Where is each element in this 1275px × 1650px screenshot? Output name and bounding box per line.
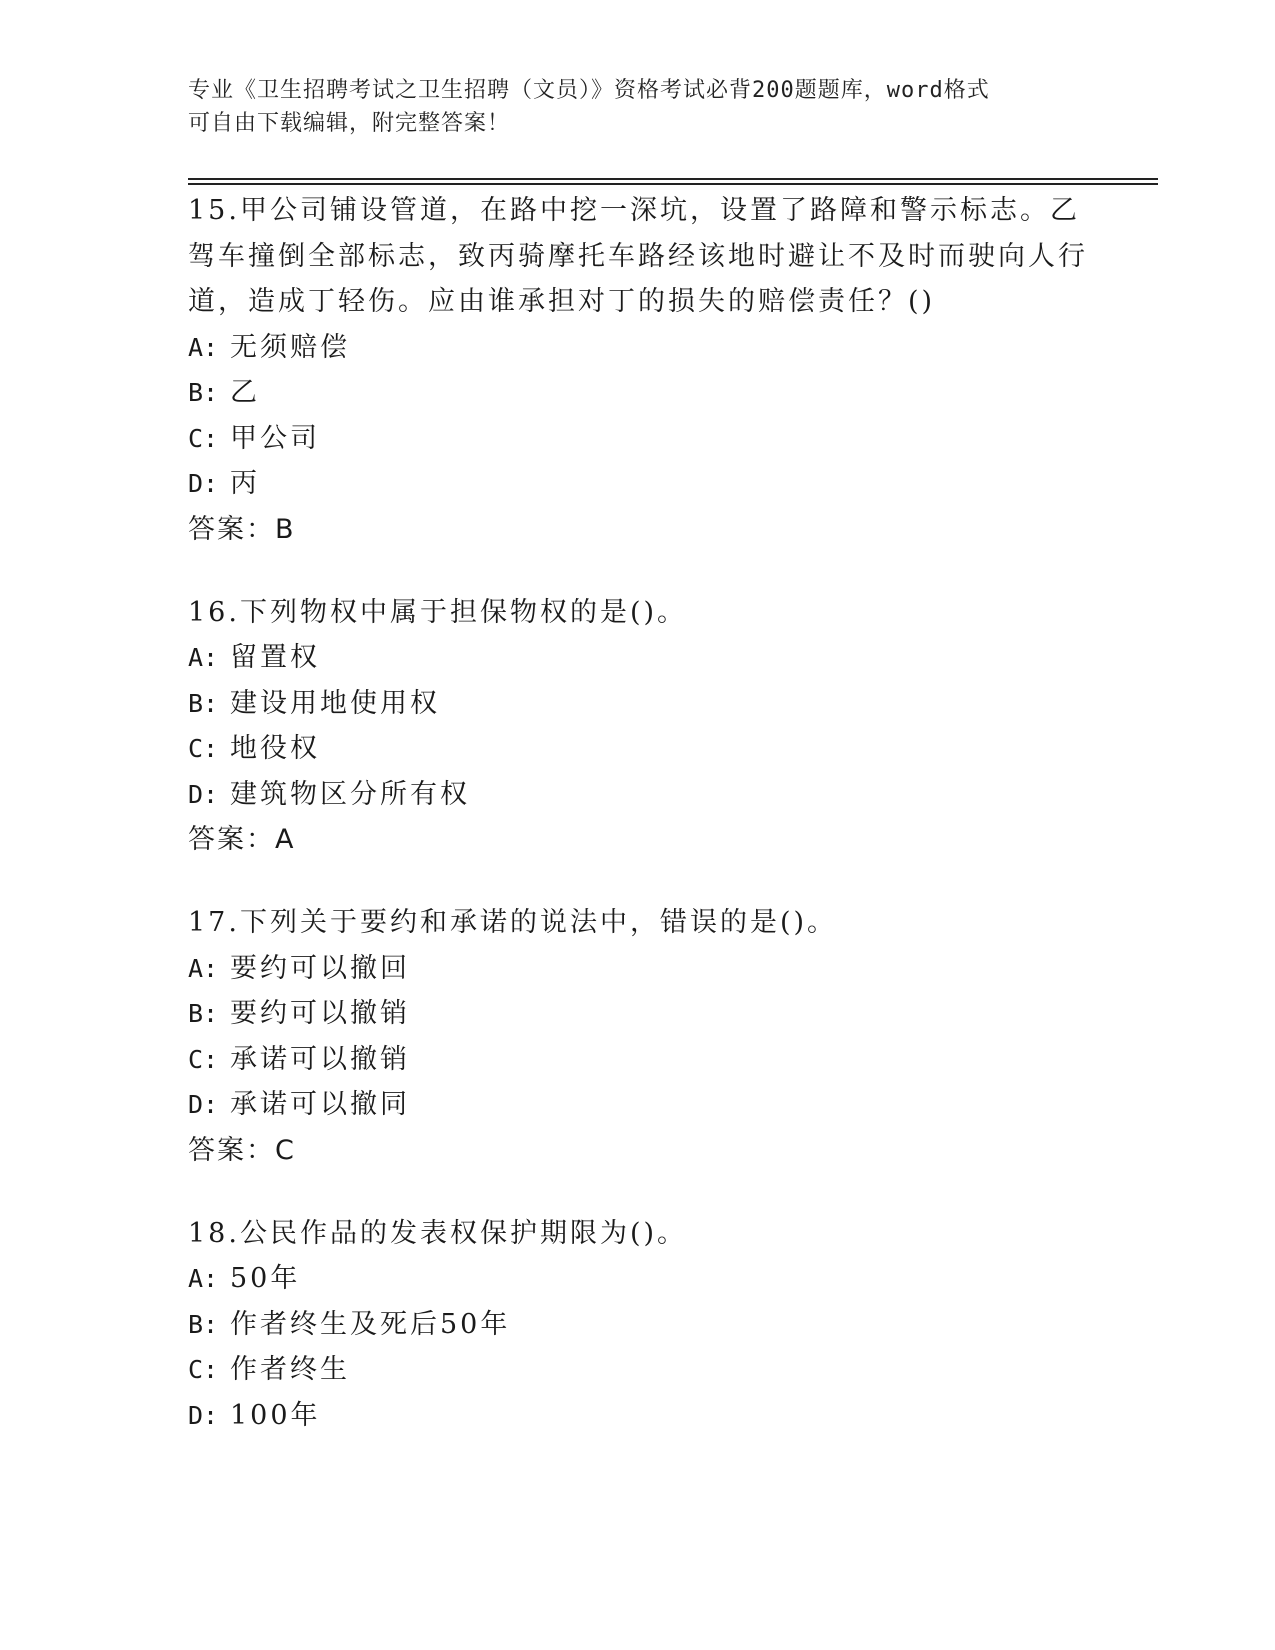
option-a (188, 946, 1088, 992)
option-a (188, 325, 1088, 371)
option-text: 承诺可以撤销 (230, 1043, 410, 1075)
option-text: 无须赔偿 (230, 331, 350, 363)
option-letter: A: (188, 1264, 219, 1293)
question-18 (188, 1211, 1088, 1439)
option-letter: D: (188, 1090, 219, 1119)
question-text: 15.甲公司铺设管道，在路中挖一深坑，设置了路障和警示标志。乙驾车撞倒全部标志，致丙骑摩托车路经该地时避让不及时而驶向人行道，造成丁轻伤。应由谁承担对丁的损失的赔偿责任？() (188, 195, 1088, 317)
option-letter: B: (188, 1309, 219, 1339)
question-15 (188, 188, 1088, 553)
question-text: 16.下列物权中属于担保物权的是()。 (188, 596, 688, 628)
option-d (188, 1082, 1088, 1128)
option-d (188, 461, 1088, 507)
option-letter: C: (188, 423, 219, 453)
option-text: 丙 (230, 468, 260, 499)
option-text: 50年 (230, 1263, 301, 1294)
option-b (188, 681, 1088, 727)
question-17 (188, 900, 1088, 1174)
option-letter: A: (188, 643, 219, 672)
option-text: 要约可以撤回 (230, 952, 410, 984)
option-text: 甲公司 (230, 422, 320, 454)
option-a (188, 1256, 1088, 1302)
question-text: 17.下列关于要约和承诺的说法中，错误的是()。 (188, 907, 838, 938)
option-letter: B: (188, 999, 219, 1028)
option-letter: B: (188, 688, 219, 718)
option-letter: D: (188, 469, 219, 498)
option-letter: D: (188, 1400, 219, 1430)
option-letter: C: (188, 1355, 219, 1384)
option-text: 建筑物区分所有权 (230, 778, 470, 810)
option-text: 建设用地使用权 (230, 687, 440, 719)
option-letter: C: (188, 1044, 219, 1074)
answer-label: 答案：C (188, 1134, 296, 1166)
option-d (188, 1393, 1088, 1439)
header-line-2: 可自由下载编辑，附完整答案！ (188, 111, 511, 136)
document-header (188, 74, 1068, 140)
option-b (188, 370, 1088, 416)
option-b (188, 991, 1088, 1037)
option-letter: A: (188, 953, 219, 983)
option-text: 乙 (230, 377, 260, 408)
answer-label: 答案：A (188, 824, 296, 855)
header-divider-top (188, 178, 1158, 180)
option-d (188, 772, 1088, 818)
option-letter: B: (188, 378, 219, 407)
option-letter: A: (188, 332, 219, 362)
option-a (188, 635, 1088, 681)
answer-label: 答案：B (188, 513, 296, 545)
question-list (188, 188, 1088, 1475)
option-text: 承诺可以撤同 (230, 1089, 410, 1120)
option-c (188, 726, 1088, 772)
option-text: 留置权 (230, 642, 320, 673)
option-c (188, 416, 1088, 462)
question-text: 18.公民作品的发表权保护期限为()。 (188, 1217, 688, 1249)
option-text: 作者终生 (230, 1354, 350, 1385)
option-text: 要约可以撤销 (230, 998, 410, 1029)
option-letter: D: (188, 779, 219, 809)
option-text: 100年 (230, 1399, 321, 1431)
option-c (188, 1347, 1088, 1393)
option-b (188, 1302, 1088, 1348)
header-divider-bottom (188, 183, 1158, 185)
option-c (188, 1037, 1088, 1083)
header-line-1: 专业《卫生招聘考试之卫生招聘（文员）》资格考试必背200题题库，word格式 (188, 78, 990, 103)
option-text: 地役权 (230, 733, 320, 764)
option-letter: C: (188, 734, 219, 763)
option-text: 作者终生及死后50年 (230, 1308, 511, 1340)
question-16 (188, 590, 1088, 864)
